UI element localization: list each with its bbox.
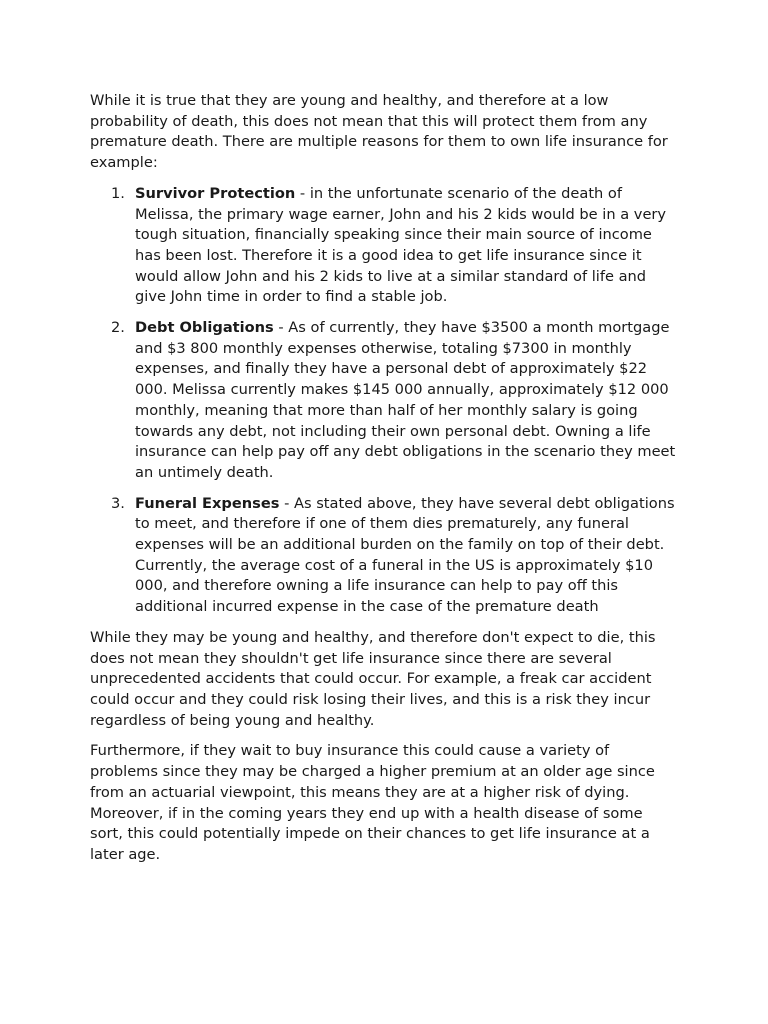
list-item-term: Survivor Protection	[135, 184, 296, 202]
list-item-number: 1.	[111, 184, 125, 202]
paragraph-waiting: Furthermore, if they wait to buy insurance this could cause a variety of problems since they may be charged a higher premium at an older age since from an actuarial viewpoint, this means they are at a higher risk of dying. Moreover, if in the coming years they end up with a health disease of some sort, this could potentially impede on their chances to get life insurance at a later age.	[90, 742, 655, 863]
list-item-term: Funeral Expenses	[135, 494, 280, 512]
list-item-term: Debt Obligations	[135, 319, 274, 337]
intro-paragraph: While it is true that they are young and healthy, and therefore at a low probability of death, this does not mean that this will protect them from any premature death. There are multiple reasons for them to own life insurance for example:	[90, 92, 668, 172]
list-item-text: - As of currently, they have $3500 a month mortgage and $3 800 monthly expenses otherwise, totaling $7300 in monthly expenses, and finally they have a personal debt of approximately $22 000. Melissa currently makes $145 000 annually, approximately $12 000 monthly, meaning that more than half of her monthly salary is going towards any debt, not including their own personal debt. Owning a life insurance can help pay off any debt obligations in the scenario they meet an untimely death.	[135, 319, 676, 481]
list-item	[111, 184, 680, 308]
list-item-text: - As stated above, they have several debt obligations to meet, and therefore if one of them dies prematurely, any funeral expenses will be an additional burden on the family on top of their debt. Currently, the average cost of a funeral in the US is approximately $10 000, and therefore owning a life insurance can help to pay off this additional incurred expense in the case of the premature death	[135, 494, 675, 616]
paragraph-accidents: While they may be young and healthy, and therefore don't expect to die, this does not mean they shouldn't get life insurance since there are several unprecedented accidents that could occur. For example, a freak car accident could occur and they could risk losing their lives, and this is a risk they incur regardless of being young and healthy.	[90, 628, 656, 729]
list-item-text: - in the unfortunate scenario of the death of Melissa, the primary wage earner, John and his 2 kids would be in a very tough situation, financially speaking since their main source of income has been lost. Therefore it is a good idea to get life insurance since it would allow John and his 2 kids to live at a similar standard of life and give John time in order to find a stable job.	[135, 184, 667, 306]
list-item	[111, 494, 680, 618]
document-page	[90, 91, 680, 876]
list-item-number: 3.	[111, 494, 125, 512]
reasons-list	[90, 184, 680, 618]
list-item-number: 2.	[111, 319, 125, 337]
list-item	[111, 318, 680, 484]
